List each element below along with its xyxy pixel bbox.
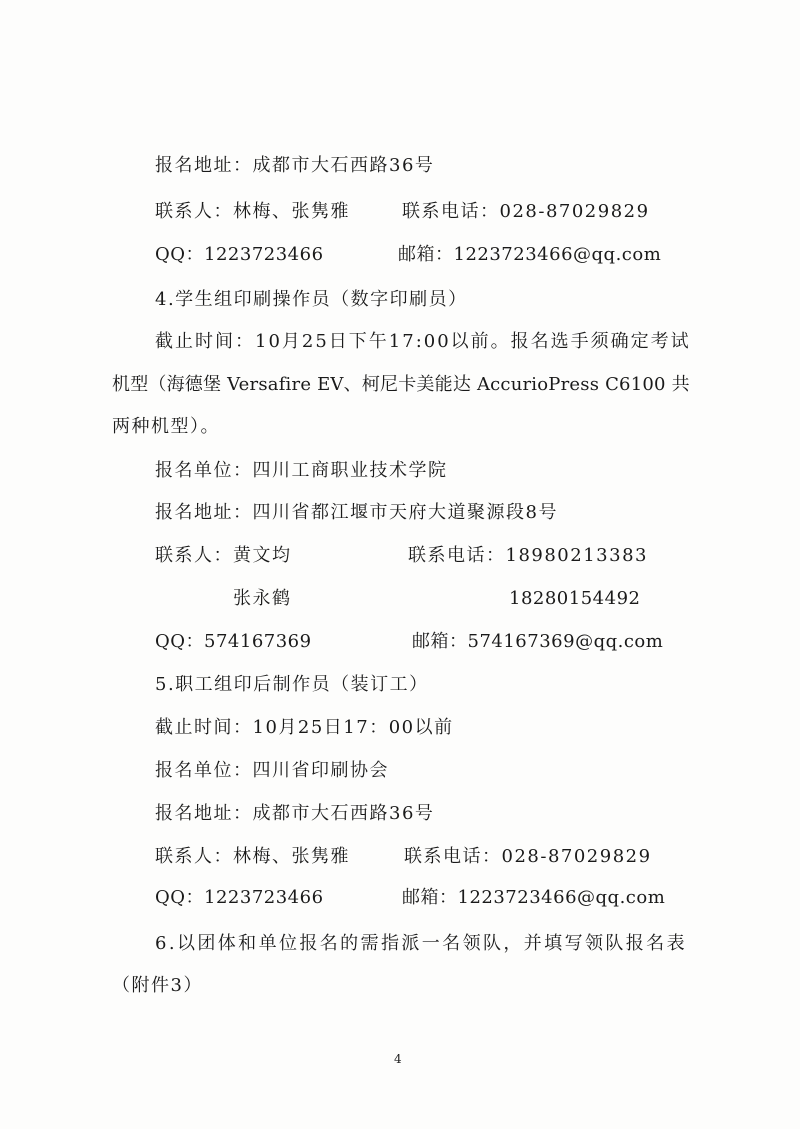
- contact-phone: 联系电话：028-87029829: [402, 201, 650, 222]
- registration-address: 报名地址：成都市大石西路36号: [155, 155, 435, 176]
- contact-person-secondary: 张永鹤: [233, 588, 292, 609]
- contact-phone-secondary: 18280154492: [509, 588, 641, 609]
- email-address: 邮箱：574167369@qq.com: [412, 631, 664, 652]
- contact-person: 联系人：黄文均: [155, 545, 292, 566]
- section-text: 6.以团体和单位报名的需指派一名领队，并填写领队报名表: [155, 933, 687, 954]
- contact-phone: 联系电话：18980213383: [408, 545, 648, 566]
- section-text-continued: （附件3）: [112, 975, 203, 996]
- qq-number: QQ：1223723466: [155, 887, 324, 908]
- registration-address: 报名地址：四川省都江堰市天府大道聚源段8号: [155, 502, 558, 523]
- qq-number: QQ：1223723466: [155, 244, 324, 265]
- email-address: 邮箱：1223723466@qq.com: [398, 244, 662, 265]
- contact-person: 联系人：林梅、张隽雅: [155, 846, 350, 867]
- deadline-text-continued: 机型（海德堡 Versafire EV、柯尼卡美能达 AccurioPress C6100 共: [112, 374, 690, 395]
- page-number: 4: [394, 1052, 402, 1066]
- contact-phone: 联系电话：028-87029829: [404, 846, 652, 867]
- registration-unit: 报名单位：四川省印刷协会: [155, 760, 389, 781]
- contact-person: 联系人：林梅、张隽雅: [155, 201, 350, 222]
- qq-number: QQ：574167369: [155, 631, 312, 652]
- deadline-text-end: 两种机型）。: [112, 416, 220, 437]
- deadline-text: 截止时间：10月25日17：00以前: [155, 717, 454, 738]
- section-heading: 4.学生组印刷操作员（数字印刷员）: [155, 289, 468, 310]
- email-address: 邮箱：1223723466@qq.com: [402, 887, 666, 908]
- section-heading: 5.职工组印后制作员（装订工）: [155, 674, 429, 695]
- registration-address: 报名地址：成都市大石西路36号: [155, 803, 435, 824]
- deadline-text: 截止时间：10月25日下午17:00以前。报名选手须确定考试: [155, 331, 691, 352]
- registration-unit: 报名单位：四川工商职业技术学院: [155, 460, 448, 481]
